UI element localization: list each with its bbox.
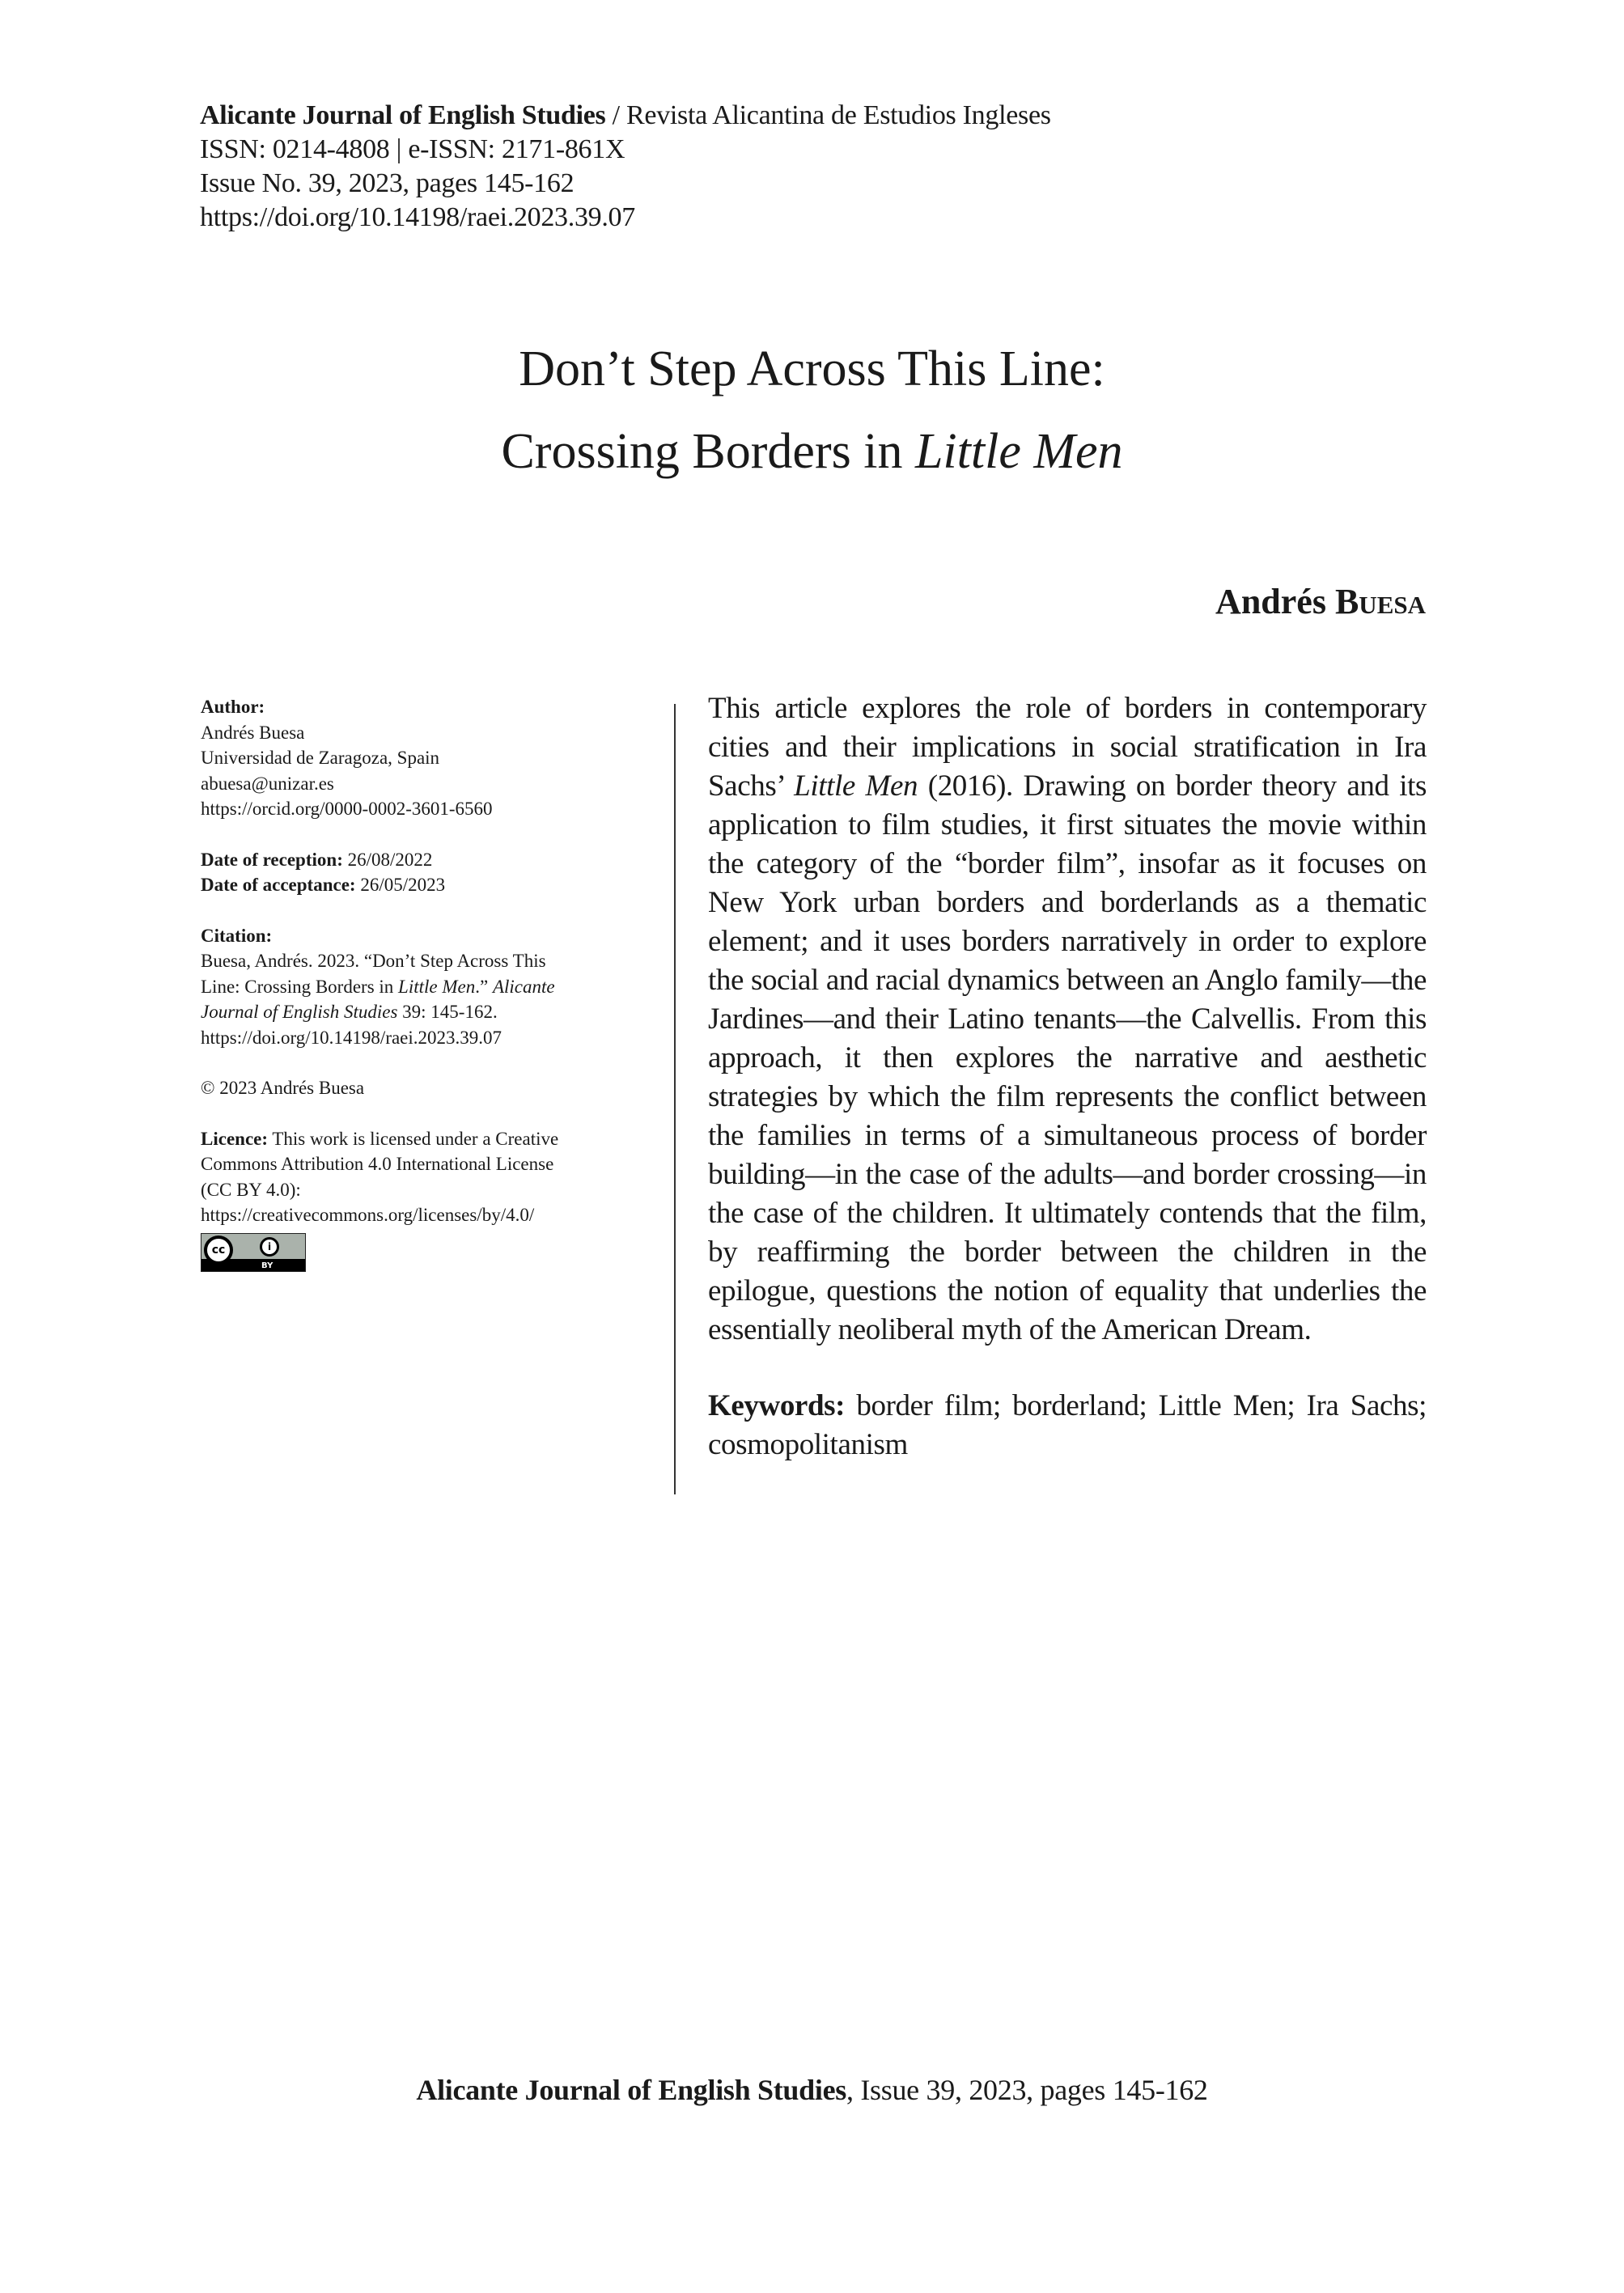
by-label: BY [261,1261,273,1270]
column-divider [674,704,676,1494]
citation-line-2 [201,974,654,1000]
licence-block [201,1126,654,1272]
keywords [708,1387,1427,1464]
citation-line-1: Buesa, Andrés. 2023. “Don’t Step Across This [201,951,546,971]
citation-label: Citation: [201,925,273,946]
issn-line: ISSN: 0214-4808 | e-ISSN: 2171-861X [200,134,625,164]
citation-text: Line: Crossing Borders in [201,976,399,997]
orcid-link[interactable]: https://orcid.org/0000-0002-3601-6560 [201,799,493,819]
licence-label: Licence: [201,1128,269,1149]
author-name: Andrés Buesa [201,722,305,743]
copyright-text: © 2023 Andrés Buesa [201,1078,365,1098]
licence-text-3: (CC BY 4.0): [201,1179,301,1200]
issue-line: Issue No. 39, 2023, pages 145-162 [200,168,575,198]
author-info-block [201,694,654,822]
licence-text-1: This work is licensed under a Creative [268,1128,559,1149]
citation-film-title: Little Men [398,976,476,997]
acceptance-label: Date of acceptance: [201,875,356,895]
journal-header [200,99,1051,235]
abstract-paragraph [708,689,1427,1350]
title-line-2-text: Crossing Borders in [501,424,915,479]
keywords-list: border film; borderland; Little Men; Ira Sachs; cosmopolitanism [708,1389,1427,1461]
citation-pages: 39: 145-162. [397,1002,498,1022]
licence-url-link[interactable]: https://creativecommons.org/licenses/by/4.0/ [201,1205,535,1225]
citation-punct: .” [475,976,493,997]
keywords-label: Keywords: [708,1389,846,1422]
author-last-name: Buesa [1334,582,1426,621]
title-line-1: Don’t Step Across This Line: [519,341,1105,396]
author-email-link[interactable]: abuesa@unizar.es [201,773,334,794]
dates-block [201,847,654,898]
author-byline [1215,581,1426,622]
title-film-name: Little Men [914,424,1123,479]
title-line-2 [0,410,1624,493]
author-label: Author: [201,697,265,717]
abstract-film-title: Little Men [794,769,918,803]
citation-doi-link[interactable]: https://doi.org/10.14198/raei.2023.39.07 [201,1027,502,1048]
journal-name: Alicante Journal of English Studies [200,100,606,130]
acceptance-date: 26/05/2023 [355,875,446,895]
citation-block [201,923,654,1051]
article-metadata-sidebar [201,694,654,1272]
author-affiliation: Universidad de Zaragoza, Spain [201,748,440,768]
author-first-name: Andrés [1215,582,1335,621]
journal-title-line [200,99,1051,133]
citation-journal-rest: Journal of English Studies [201,1002,398,1022]
citation-journal-start: Alicante [492,976,555,997]
footer-issue-info: , Issue 39, 2023, pages 145-162 [846,2074,1208,2106]
attribution-person-icon: i [260,1237,279,1257]
citation-line-3 [201,999,654,1025]
licence-text-2: Commons Attribution 4.0 International License [201,1154,554,1174]
journal-name-spanish: / Revista Alicantina de Estudios Ingleses [605,100,1051,130]
abstract-text-2: (2016). Drawing on border theory and its application to film studies, it first situates the movie within the category of the “border film”, insofar as it focuses on New York urban borders and borderlands as a thematic element; and it uses borders narratively in order to explore the social and racial dynamics between an Anglo family—the Jardines—and their Latino tenants—the Calvellis. From this approach, it then explores the narrative and aesthetic strategies by which the film represents the conflict between the families in terms of a simultaneous process of border building—in the case of the adults—and border crossing—in the case of the children. It ultimately contends that the film, by reaffirming the border between the children in the epilogue, questions the notion of equality that underlies the essentially neoliberal myth of the American Dream. [708,769,1427,1346]
footer-journal-name: Alicante Journal of English Studies [416,2074,846,2106]
reception-date: 26/08/2022 [342,849,433,870]
reception-label: Date of reception: [201,849,343,870]
article-title [0,328,1624,493]
cc-icon: cc [204,1236,233,1265]
page-footer [0,2073,1624,2107]
doi-link[interactable]: https://doi.org/10.14198/raei.2023.39.07 [200,202,635,232]
abstract-text-1: This article explores the role of borders in contemporary cities and their implications in social stratification in Ira Sachs’ [708,692,1427,803]
copyright-block [201,1075,654,1101]
abstract [708,689,1427,1464]
cc-by-license-badge[interactable] [201,1233,306,1272]
